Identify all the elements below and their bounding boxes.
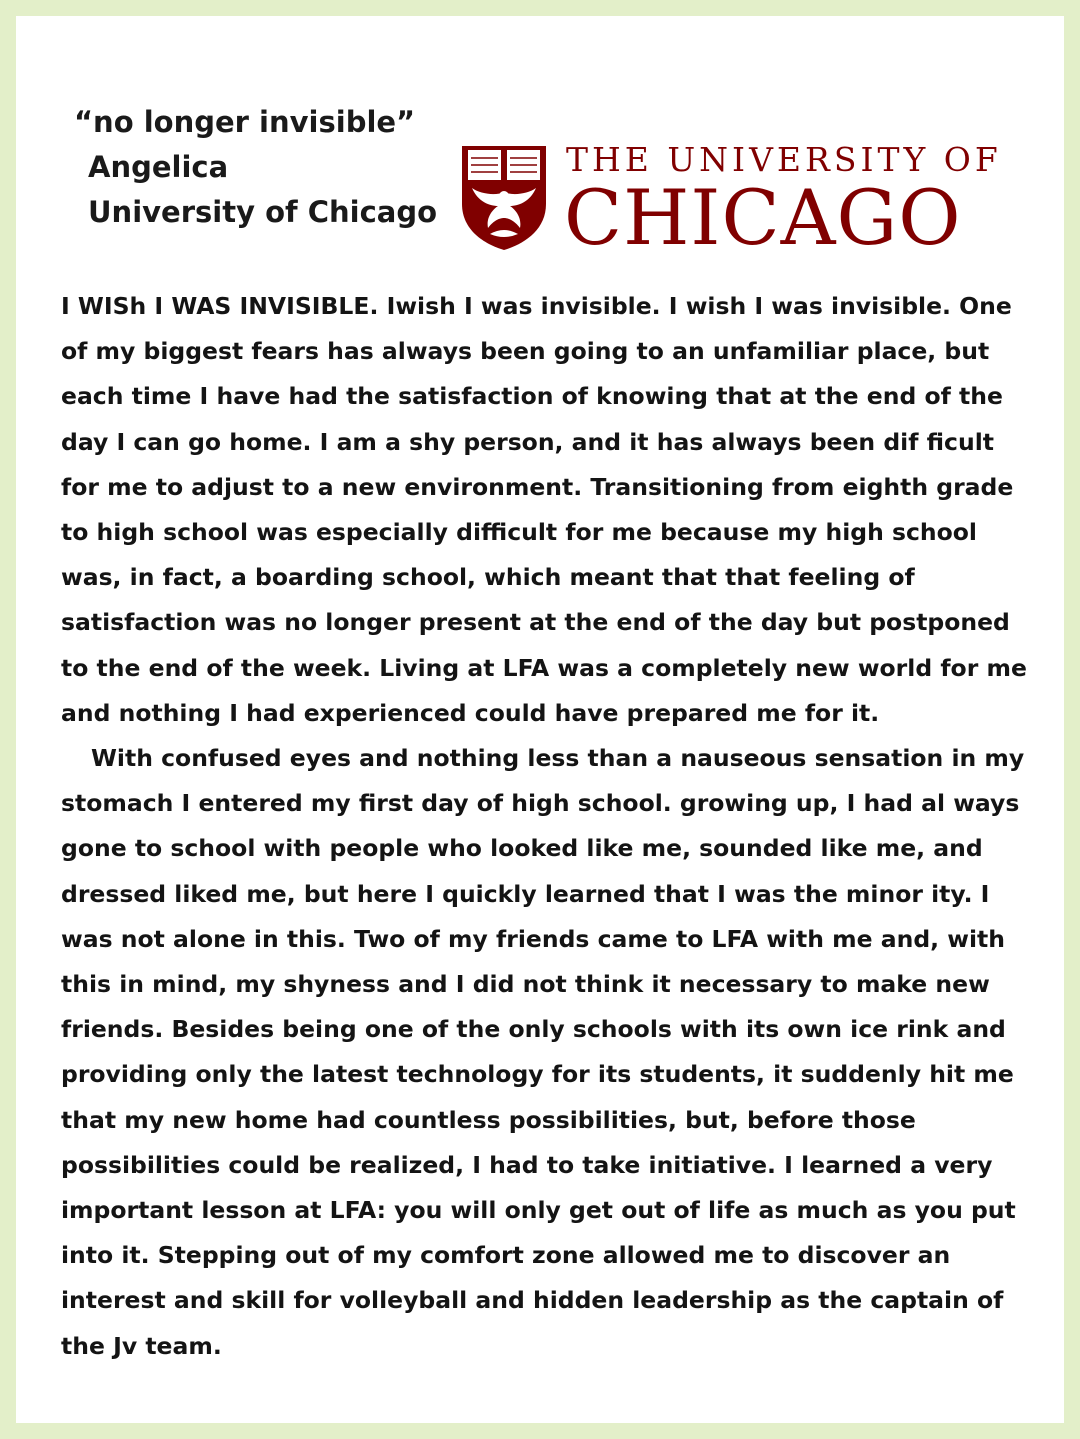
- author-name: Angelica: [88, 150, 229, 184]
- essay-body: [61, 284, 1031, 1369]
- document-page: [16, 16, 1064, 1423]
- school-name: University of Chicago: [88, 195, 438, 229]
- logo-text-chicago: CHICAGO: [564, 173, 962, 262]
- essay-paragraph: I WISh I WAS INVISIBLE. Iwish I was invisible. I wish I was invisible. One of my biggest fears has always been going to an unfamiliar place, but each time I have had the satisfaction of knowing that at the end of the day I can go home. I am a shy person, and it has always been dif ficult for me to adjust to a new environment. Transitioning from eighth grade to high school was especially difficult for me because my high school was, in fact, a boarding school, which meant that that feeling of satisfaction was no longer present at the end of the day but postponed to the end of the week. Living at LFA was a completely new world for me and nothing I had experienced could have prepared me for it.: [61, 292, 1027, 727]
- university-logo: [460, 140, 1000, 260]
- document-header: [16, 16, 1064, 286]
- essay-title: “no longer invisible”: [74, 105, 416, 139]
- logo-text-upper: THE UNIVERSITY OF: [566, 140, 1002, 179]
- essay-paragraph: With confused eyes and nothing less than a nauseous sensation in my stomach I entered my first day of high school. growing up, I had al ways gone to school with people who looked like me, sounded like me, and dressed liked me, but here I quickly learned that I was the minor ity. I was not alone in this. Two of my friends came to LFA with me and, with this in mind, my shyness and I did not think it necessary to make new friends. Besides being one of the only schools with its own ice rink and providing only the latest technology for its students, it suddenly hit me that my new home had countless possibilities, but, before those possibilities could be realized, I had to take initiative. I learned a very important lesson at LFA: you will only get out of life as much as you put into it. Stepping out of my comfort zone allowed me to discover an interest and skill for volleyball and hidden leadership as the captain of the Jv team.: [61, 744, 1025, 1360]
- phoenix-shield-icon: [460, 144, 548, 252]
- essay-heading: [74, 100, 437, 235]
